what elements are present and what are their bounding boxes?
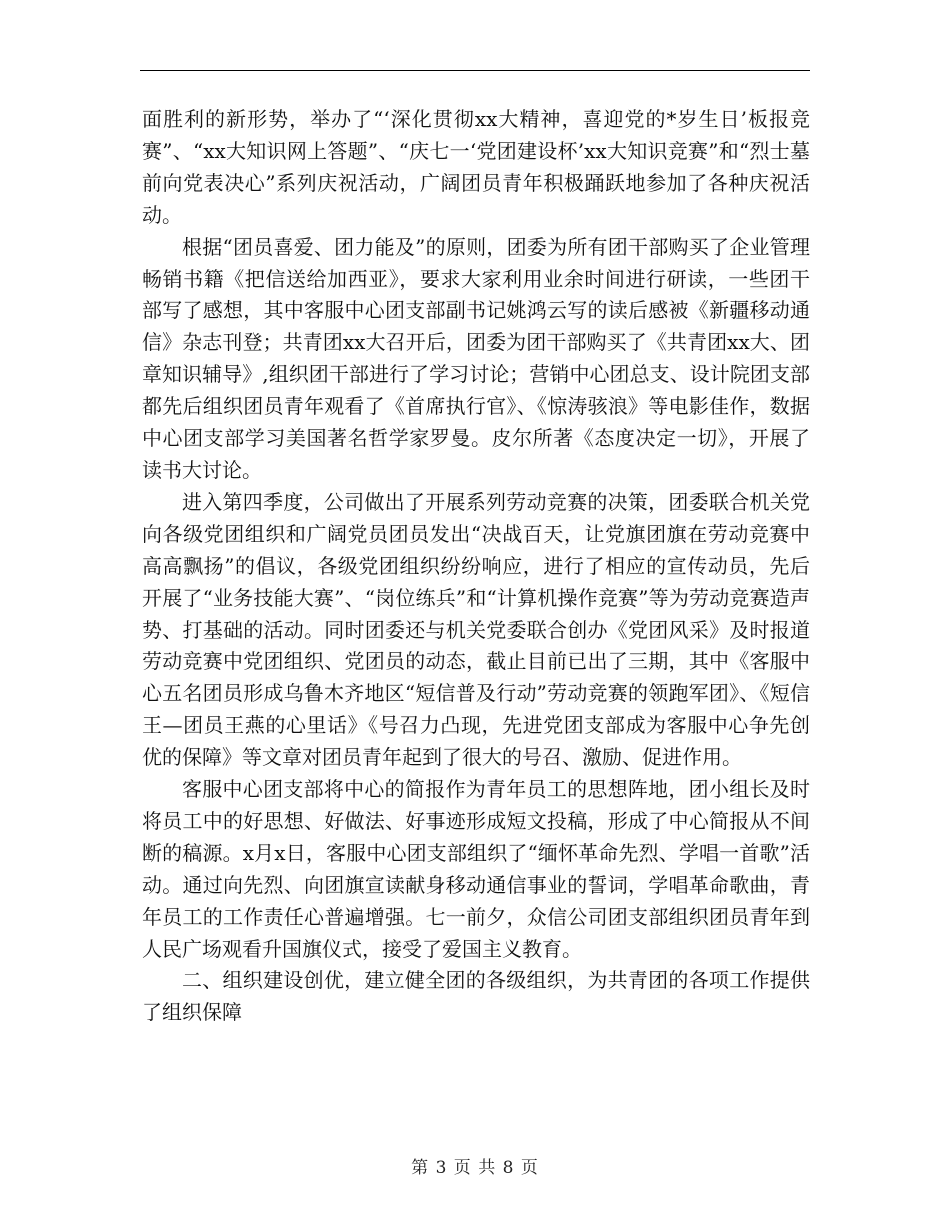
paragraph-4: 客服中心团支部将中心的简报作为青年员工的思想阵地，团小组长及时将员工中的好思想、好做法、好事迹形成短文投稿，形成了中心简报从不间断的稿源。x月x日，客服中心团支部组织了“缅怀革命先烈、学唱一首歌”活动。通过向先烈、向团旗宣读献身移动通信事业的誓词，学唱革命歌曲，青年员工的工作责任心普遍增强。七一前夕，众信公司团支部组织团员青年到人民广场观看升国旗仪式，接受了爱国主义教育。 bbox=[142, 777, 810, 961]
document-body bbox=[142, 104, 810, 1029]
paragraph-3: 进入第四季度，公司做出了开展系列劳动竞赛的决策，团委联合机关党向各级党团组织和广阔党员团员发出“决战百天，让党旗团旗在劳动竞赛中高高飘扬”的倡议，各级党团组织纷纷响应，进行了相应的宣传动员，先后开展了“业务技能大赛”、“岗位练兵”和“计算机操作竞赛”等为劳动竞赛造声势、打基础的活动。同时团委还与机关党委联合创办《党团风采》及时报道劳动竞赛中党团组织、党团员的动态，截止目前已出了三期，其中《客服中心五名团员形成乌鲁木齐地区“短信普及行动”劳动竞赛的领跑军团》、《短信王—团员王燕的心里话》《号召力凸现，先进党团支部成为客服中心争先创优的保障》等文章对团员青年起到了很大的号召、激励、促进作用。 bbox=[142, 489, 810, 770]
paragraph-1: 面胜利的新形势，举办了“‘深化贯彻xx大精神，喜迎党的*岁生日’板报竞赛”、“xx大知识网上答题”、“庆七一‘党团建设杯’xx大知识竞赛”和“烈士墓前向党表决心”系列庆祝活动，广阔团员青年积极踊跃地参加了各种庆祝活动。 bbox=[142, 107, 810, 227]
section-heading-2: 二、组织建设创优，建立健全团的各级组织，为共青团的各项工作提供了组织保障 bbox=[142, 968, 810, 1025]
header-rule bbox=[140, 70, 810, 71]
paragraph-2: 根据“团员喜爱、团力能及”的原则，团委为所有团干部购买了企业管理畅销书籍《把信送给加西亚》，要求大家利用业余时间进行研读，一些团干部写了感想，其中客服中心团支部副书记姚鸿云写的读后感被《新疆移动通信》杂志刊登；共青团xx大召开后，团委为团干部购买了《共青团xx大、团章知识辅导》,组织团干部进行了学习讨论；营销中心团总支、设计院团支部都先后组织团员青年观看了《首席执行官》、《惊涛骇浪》等电影佳作，数据中心团支部学习美国著名哲学家罗曼。皮尔所著《态度决定一切》，开展了读书大讨论。 bbox=[142, 234, 810, 482]
page-number: 第 3 页 共 8 页 bbox=[411, 1158, 539, 1178]
